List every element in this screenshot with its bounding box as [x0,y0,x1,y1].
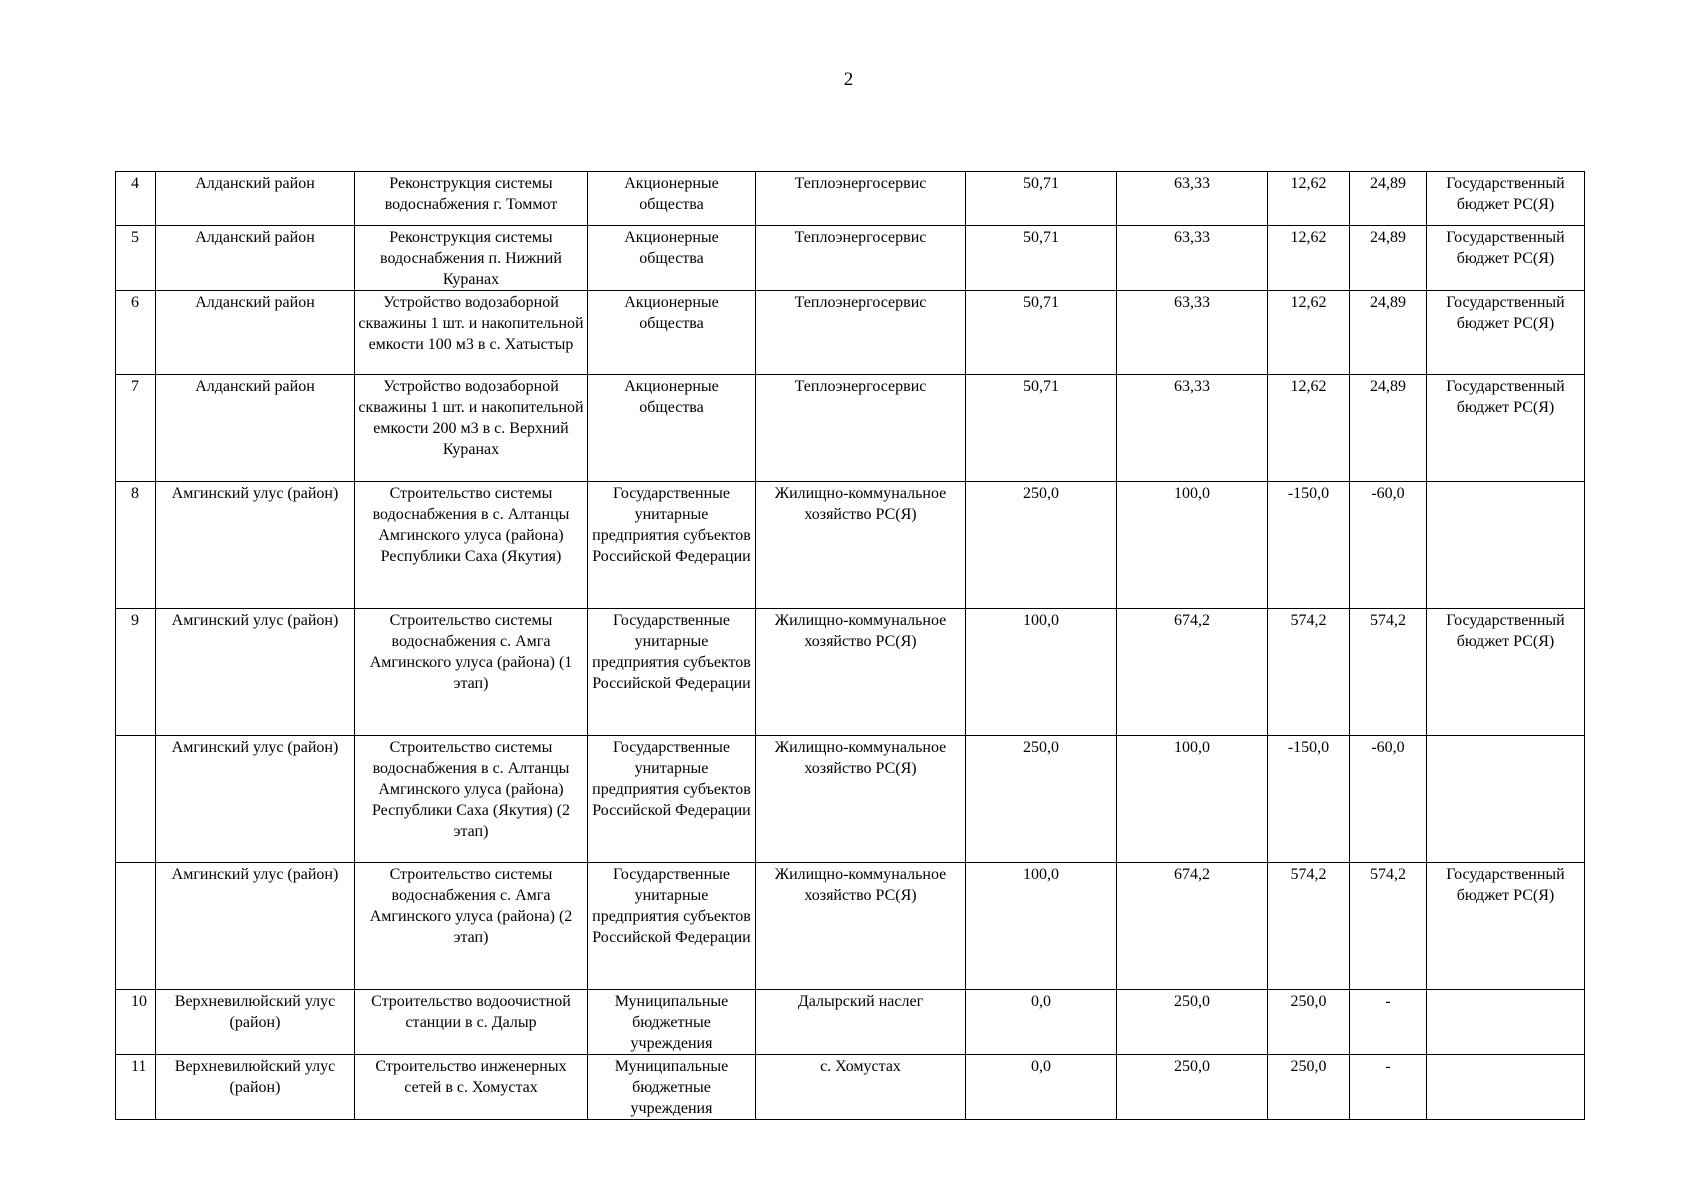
table-row [116,375,1585,482]
district-cell: Верхневилюйский улус (район) [156,1055,355,1120]
org-type-cell: Муниципальные бюджетные учреждения [588,990,756,1055]
table-row [116,172,1585,226]
value-3-cell: 250,0 [1268,990,1350,1055]
table-body [116,172,1585,1120]
organization-cell: Теплоэнергосервис [756,226,966,291]
funding-source-cell [1427,482,1585,609]
project-cell: Реконструкция системы водоснабжения п. Нижний Куранах [355,226,588,291]
org-type-cell: Акционерные общества [588,172,756,226]
funding-source-cell [1427,990,1585,1055]
row-number [116,736,156,863]
row-number: 7 [116,375,156,482]
project-cell: Устройство водозаборной скважины 1 шт. и накопительной емкости 200 м3 в с. Верхний Куранах [355,375,588,482]
projects-table [115,171,1585,1120]
value-3-cell: 574,2 [1268,863,1350,990]
value-1-cell: 100,0 [966,863,1117,990]
organization-cell: Жилищно-коммунальное хозяйство РС(Я) [756,609,966,736]
district-cell: Алданский район [156,375,355,482]
district-cell: Амгинский улус (район) [156,863,355,990]
row-number: 8 [116,482,156,609]
district-cell: Алданский район [156,226,355,291]
district-cell: Амгинский улус (район) [156,482,355,609]
org-type-cell: Акционерные общества [588,226,756,291]
project-cell: Реконструкция системы водоснабжения г. Томмот [355,172,588,226]
funding-source-cell: Государственный бюджет РС(Я) [1427,609,1585,736]
funding-source-cell [1427,736,1585,863]
funding-source-cell: Государственный бюджет РС(Я) [1427,863,1585,990]
funding-source-cell: Государственный бюджет РС(Я) [1427,172,1585,226]
value-1-cell: 50,71 [966,226,1117,291]
value-3-cell: 250,0 [1268,1055,1350,1120]
row-number: 4 [116,172,156,226]
org-type-cell: Государственные унитарные предприятия субъектов Российской Федерации [588,482,756,609]
value-1-cell: 250,0 [966,482,1117,609]
district-cell: Алданский район [156,172,355,226]
value-4-cell: 574,2 [1350,863,1427,990]
value-1-cell: 100,0 [966,609,1117,736]
org-type-cell: Акционерные общества [588,375,756,482]
value-2-cell: 250,0 [1117,1055,1268,1120]
organization-cell: с. Хомустах [756,1055,966,1120]
value-3-cell: 12,62 [1268,291,1350,375]
org-type-cell: Государственные унитарные предприятия субъектов Российской Федерации [588,736,756,863]
value-2-cell: 250,0 [1117,990,1268,1055]
value-1-cell: 250,0 [966,736,1117,863]
value-3-cell: 12,62 [1268,375,1350,482]
table-row [116,609,1585,736]
organization-cell: Теплоэнергосервис [756,172,966,226]
value-4-cell: 24,89 [1350,172,1427,226]
district-cell: Алданский район [156,291,355,375]
value-1-cell: 0,0 [966,990,1117,1055]
value-2-cell: 63,33 [1117,291,1268,375]
organization-cell: Теплоэнергосервис [756,291,966,375]
value-3-cell: -150,0 [1268,736,1350,863]
page-number: 2 [843,69,854,90]
value-2-cell: 100,0 [1117,482,1268,609]
value-3-cell: 12,62 [1268,172,1350,226]
table-row [116,291,1585,375]
project-cell: Строительство водоочистной станции в с. Далыр [355,990,588,1055]
row-number [116,863,156,990]
district-cell: Амгинский улус (район) [156,736,355,863]
value-4-cell: 574,2 [1350,609,1427,736]
org-type-cell: Акционерные общества [588,291,756,375]
funding-source-cell: Государственный бюджет РС(Я) [1427,375,1585,482]
value-2-cell: 674,2 [1117,863,1268,990]
value-1-cell: 50,71 [966,172,1117,226]
value-4-cell: - [1350,1055,1427,1120]
district-cell: Верхневилюйский улус (район) [156,990,355,1055]
organization-cell: Жилищно-коммунальное хозяйство РС(Я) [756,482,966,609]
value-4-cell: -60,0 [1350,482,1427,609]
org-type-cell: Государственные унитарные предприятия субъектов Российской Федерации [588,863,756,990]
table-row [116,226,1585,291]
table-row [116,482,1585,609]
org-type-cell: Муниципальные бюджетные учреждения [588,1055,756,1120]
value-2-cell: 674,2 [1117,609,1268,736]
row-number: 10 [116,990,156,1055]
district-cell: Амгинский улус (район) [156,609,355,736]
table-row [116,863,1585,990]
value-1-cell: 0,0 [966,1055,1117,1120]
value-3-cell: -150,0 [1268,482,1350,609]
project-cell: Строительство системы водоснабжения в с. Алтанцы Амгинского улуса (района) Республики Саха (Якутия) [355,482,588,609]
organization-cell: Далырский наслег [756,990,966,1055]
row-number: 11 [116,1055,156,1120]
project-cell: Строительство инженерных сетей в с. Хомустах [355,1055,588,1120]
table-row [116,736,1585,863]
row-number: 5 [116,226,156,291]
value-1-cell: 50,71 [966,375,1117,482]
table-row [116,1055,1585,1120]
organization-cell: Теплоэнергосервис [756,375,966,482]
project-cell: Устройство водозаборной скважины 1 шт. и накопительной емкости 100 м3 в с. Хатыстыр [355,291,588,375]
value-3-cell: 574,2 [1268,609,1350,736]
value-2-cell: 63,33 [1117,226,1268,291]
value-2-cell: 63,33 [1117,375,1268,482]
value-2-cell: 63,33 [1117,172,1268,226]
value-4-cell: 24,89 [1350,375,1427,482]
value-4-cell: 24,89 [1350,226,1427,291]
value-3-cell: 12,62 [1268,226,1350,291]
organization-cell: Жилищно-коммунальное хозяйство РС(Я) [756,736,966,863]
organization-cell: Жилищно-коммунальное хозяйство РС(Я) [756,863,966,990]
org-type-cell: Государственные унитарные предприятия субъектов Российской Федерации [588,609,756,736]
value-4-cell: 24,89 [1350,291,1427,375]
row-number: 6 [116,291,156,375]
project-cell: Строительство системы водоснабжения с. Амга Амгинского улуса (района) (1 этап) [355,609,588,736]
value-4-cell: -60,0 [1350,736,1427,863]
row-number: 9 [116,609,156,736]
value-1-cell: 50,71 [966,291,1117,375]
value-2-cell: 100,0 [1117,736,1268,863]
project-cell: Строительство системы водоснабжения с. Амга Амгинского улуса (района) (2 этап) [355,863,588,990]
funding-source-cell: Государственный бюджет РС(Я) [1427,226,1585,291]
funding-source-cell: Государственный бюджет РС(Я) [1427,291,1585,375]
funding-source-cell [1427,1055,1585,1120]
table-row [116,990,1585,1055]
value-4-cell: - [1350,990,1427,1055]
project-cell: Строительство системы водоснабжения в с. Алтанцы Амгинского улуса (района) Республики Саха (Якутия) (2 этап) [355,736,588,863]
